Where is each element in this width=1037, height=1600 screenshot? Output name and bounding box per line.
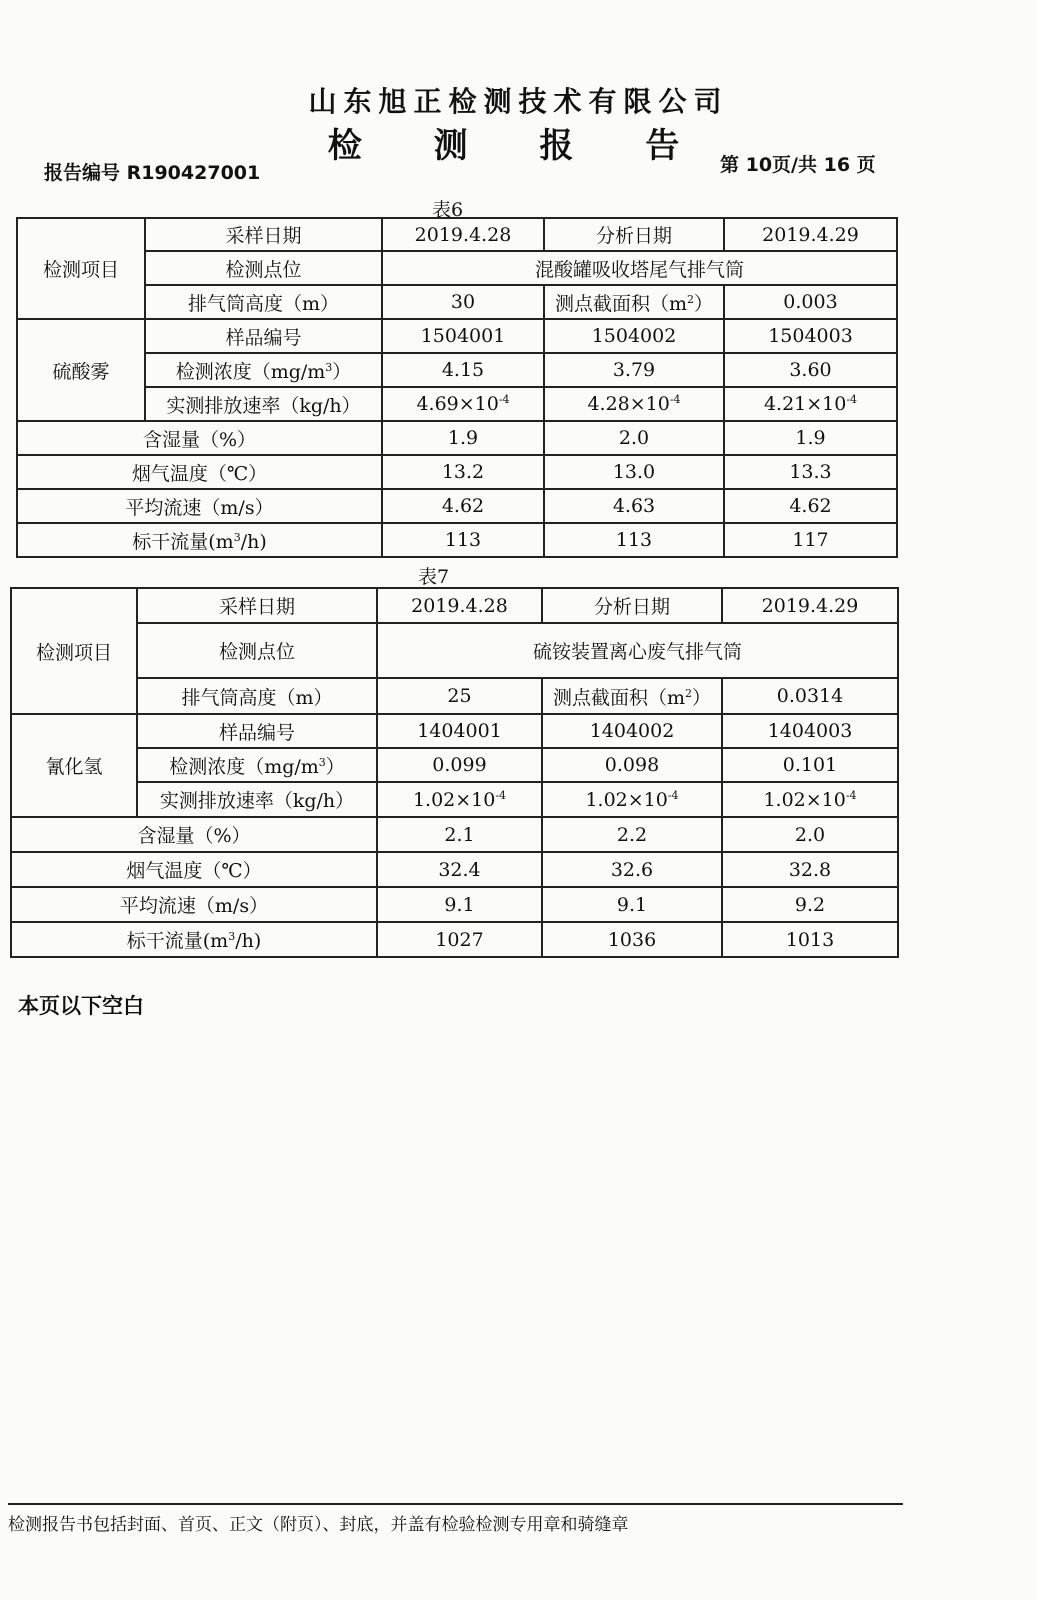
t7-velocity: 9.2 [722,887,898,922]
t6-height: 30 [382,285,544,319]
t6-label-area-sup: 2 [687,292,694,306]
t6-moisture: 2.0 [544,421,724,455]
t6-rate-mantissa: 4.69×10 [416,393,499,415]
t7-label-flow-text: 标干流量(m [126,930,229,952]
t7-flow: 1036 [542,922,722,957]
t7-label-flow [11,922,377,957]
t7-temp: 32.4 [377,852,542,887]
t6-label-conc-text: 检测浓度（mg/m [175,360,326,383]
t6-label-analysis-date: 分析日期 [544,218,724,251]
t7-rate-mantissa: 1.02×10 [585,788,668,811]
footer-note: 检测报告书包括封面、首页、正文（附页）、封底，并盖有检验检测专用章和骑缝章 [8,1515,629,1535]
t7-moisture: 2.0 [722,817,898,852]
t6-temp: 13.2 [382,455,544,489]
t6-flow: 117 [724,523,897,557]
t7-rate-exp: -4 [667,788,679,802]
t7-pollutant: 氰化氢 [11,714,137,817]
t6-velocity: 4.63 [544,489,724,523]
t6-sample-no: 1504003 [724,319,897,353]
t6-rate [544,387,724,421]
t7-label-height: 排气筒高度（m） [137,678,377,714]
t6-flow: 113 [382,523,544,557]
blank-below-note: 本页以下空白 [18,994,144,1018]
t7-label-velocity: 平均流速（m/s） [11,887,377,922]
t7-conc: 0.098 [542,748,722,782]
t6-sample-date: 2019.4.28 [382,218,544,251]
t7-label-moisture: 含湿量（%） [11,817,377,852]
t6-label-point: 检测点位 [145,251,382,285]
t6-label-rate: 实测排放速率（kg/h） [145,387,382,421]
t6-label-flow-text: 标干流量(m [132,530,234,553]
t6-moisture: 1.9 [382,421,544,455]
t7-label-area-text: 测点截面积（m [552,686,685,709]
t7-label-sample-no: 样品编号 [137,714,377,748]
t7-label-flow-close: /h) [235,930,262,952]
t6-temp: 13.3 [724,455,897,489]
t6-label-flow-sup: 3 [233,530,241,544]
t7-velocity: 9.1 [542,887,722,922]
t6-temp: 13.0 [544,455,724,489]
t6-pollutant: 硫酸雾 [17,319,145,421]
company-name: 山东旭正检测技术有限公司 [308,85,729,118]
t7-label-area [542,678,722,714]
t6-label-area [544,285,724,319]
t7-flow: 1027 [377,922,542,957]
t6-label-conc [145,353,382,387]
t7-label-conc [137,748,377,782]
t6-conc: 3.79 [544,353,724,387]
t6-rate-exp: -4 [669,393,681,406]
t7-label-conc-sup: 3 [318,755,326,769]
t6-label-flow [17,523,382,557]
t6-rate [724,387,897,421]
t7-label-analysis-date: 分析日期 [542,588,722,623]
t7-moisture: 2.1 [377,817,542,852]
t6-velocity: 4.62 [382,489,544,523]
t7-label-point: 检测点位 [137,623,377,678]
t7-flow: 1013 [722,922,898,957]
t6-label-area-close: ） [694,292,714,315]
t6-label-moisture: 含湿量（%） [17,421,382,455]
t7-height: 25 [377,678,542,714]
t7-temp: 32.6 [542,852,722,887]
report-number: 报告编号 R190427001 [44,162,261,184]
t7-rate [722,782,898,817]
t6-group-item: 检测项目 [17,218,145,319]
t6-conc: 3.60 [724,353,897,387]
t7-label-rate: 实测排放速率（kg/h） [137,782,377,817]
t6-conc: 4.15 [382,353,544,387]
t6-label-velocity: 平均流速（m/s） [17,489,382,523]
t7-area: 0.0314 [722,678,898,714]
t6-rate-mantissa: 4.21×10 [763,393,847,415]
t6-label-flow-close: /h) [240,530,267,553]
t7-label-conc-text: 检测浓度（mg/m [169,755,319,778]
t6-area: 0.003 [724,285,897,319]
t7-rate-mantissa: 1.02×10 [763,788,846,811]
t7-rate-mantissa: 1.02×10 [412,788,496,811]
t7-group-item: 检测项目 [11,588,137,714]
t7-conc: 0.099 [377,748,542,782]
t6-label-sample-no: 样品编号 [145,319,382,353]
t6-label-sample-date: 采样日期 [145,218,382,251]
t7-label-sample-date: 采样日期 [137,588,377,623]
t6-label-temp: 烟气温度（℃） [17,455,382,489]
t6-analysis-date: 2019.4.29 [724,218,897,251]
t6-label-area-text: 测点截面积（m [554,292,687,315]
t7-sample-no: 1404001 [377,714,542,748]
table6-caption: 表6 [432,199,464,221]
table7 [10,587,899,958]
t6-sample-no: 1504002 [544,319,724,353]
t6-label-conc-sup: 3 [325,360,333,374]
t6-label-height: 排气筒高度（m） [145,285,382,319]
t7-rate [542,782,722,817]
t7-label-temp: 烟气温度（℃） [11,852,377,887]
report-title: 检 测 报 告 [327,126,710,166]
t6-label-conc-close: ） [332,360,352,383]
t7-moisture: 2.2 [542,817,722,852]
table6 [16,217,898,558]
page-number: 第 10页/共 16 页 [720,154,876,176]
t7-sample-date: 2019.4.28 [377,588,542,623]
t7-sample-no: 1404002 [542,714,722,748]
t7-rate-exp: -4 [495,788,507,802]
t6-point: 混酸罐吸收塔尾气排气筒 [382,251,897,285]
t7-label-conc-close: ） [325,755,345,778]
t7-label-flow-sup: 3 [228,930,236,943]
t7-conc: 0.101 [722,748,898,782]
t6-rate-exp: -4 [498,393,510,406]
t7-point: 硫铵装置离心废气排气筒 [377,623,898,678]
t6-rate-mantissa: 4.28×10 [587,393,670,415]
t7-analysis-date: 2019.4.29 [722,588,898,623]
t6-moisture: 1.9 [724,421,897,455]
t7-temp: 32.8 [722,852,898,887]
t7-rate [377,782,542,817]
t7-rate-exp: -4 [845,788,857,802]
t6-velocity: 4.62 [724,489,897,523]
footer-rule [8,1503,903,1505]
t7-label-area-sup: 2 [685,686,692,700]
table7-caption: 表7 [418,566,450,588]
t6-flow: 113 [544,523,724,557]
t6-rate-exp: -4 [846,393,858,406]
t7-sample-no: 1404003 [722,714,898,748]
t7-label-area-close: ） [692,686,712,709]
t6-rate [382,387,544,421]
t6-sample-no: 1504001 [382,319,544,353]
t7-velocity: 9.1 [377,887,542,922]
